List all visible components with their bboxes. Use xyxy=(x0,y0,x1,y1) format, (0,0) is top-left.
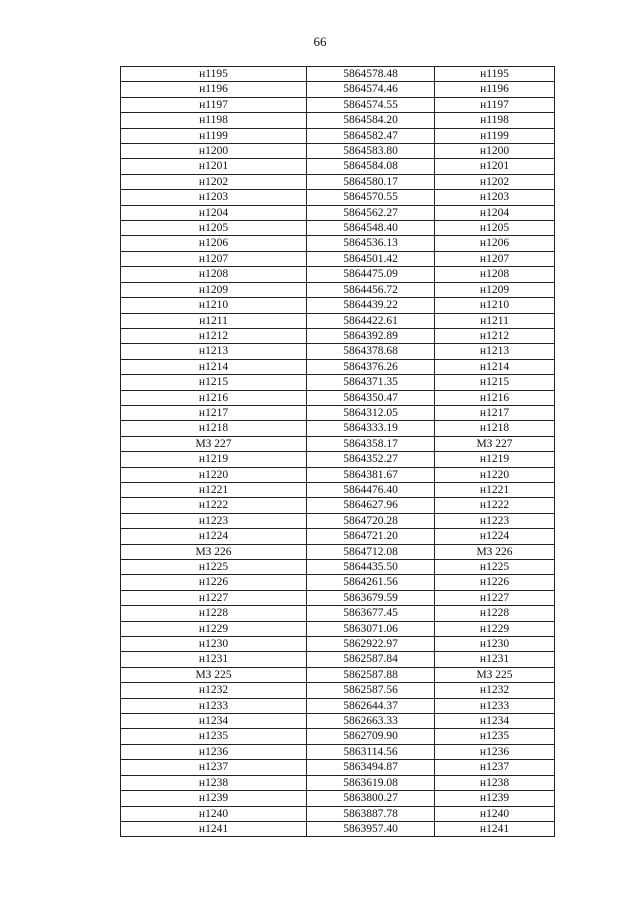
coordinate-cell: 5864439.22 xyxy=(307,298,435,313)
point-id-repeat-cell: н1214 xyxy=(435,359,555,374)
point-id-cell: н1215 xyxy=(121,375,307,390)
coordinates-table xyxy=(120,66,555,837)
point-id-repeat-cell: н1198 xyxy=(435,113,555,128)
point-id-cell: н1207 xyxy=(121,251,307,266)
coordinate-cell: 5864378.68 xyxy=(307,344,435,359)
point-id-cell: н1227 xyxy=(121,590,307,605)
point-id-repeat-cell: н1230 xyxy=(435,637,555,652)
coordinate-cell: 5864548.40 xyxy=(307,221,435,236)
point-id-repeat-cell: н1205 xyxy=(435,221,555,236)
coordinate-cell: 5864312.05 xyxy=(307,405,435,420)
table-row xyxy=(121,113,555,128)
point-id-cell: н1234 xyxy=(121,714,307,729)
coordinate-cell: 5863494.87 xyxy=(307,760,435,775)
point-id-cell: н1200 xyxy=(121,144,307,159)
coordinate-cell: 5864536.13 xyxy=(307,236,435,251)
table-row xyxy=(121,452,555,467)
point-id-cell: н1203 xyxy=(121,190,307,205)
coordinate-cell: 5863619.08 xyxy=(307,775,435,790)
coordinate-cell: 5863800.27 xyxy=(307,791,435,806)
table-row xyxy=(121,97,555,112)
table-row xyxy=(121,221,555,236)
point-id-cell: н1206 xyxy=(121,236,307,251)
table-row xyxy=(121,637,555,652)
point-id-cell: н1229 xyxy=(121,621,307,636)
point-id-repeat-cell: н1213 xyxy=(435,344,555,359)
point-id-repeat-cell: н1240 xyxy=(435,806,555,821)
point-id-repeat-cell: н1208 xyxy=(435,267,555,282)
coordinate-cell: 5864574.55 xyxy=(307,97,435,112)
point-id-repeat-cell: н1234 xyxy=(435,714,555,729)
point-id-repeat-cell: МЗ 226 xyxy=(435,544,555,559)
table-row xyxy=(121,190,555,205)
coordinate-cell: 5864584.20 xyxy=(307,113,435,128)
point-id-cell: н1195 xyxy=(121,67,307,82)
point-id-cell: н1216 xyxy=(121,390,307,405)
table-row xyxy=(121,821,555,836)
point-id-cell: н1220 xyxy=(121,467,307,482)
point-id-repeat-cell: н1241 xyxy=(435,821,555,836)
coordinate-cell: 5864720.28 xyxy=(307,513,435,528)
point-id-cell: н1218 xyxy=(121,421,307,436)
point-id-cell: н1223 xyxy=(121,513,307,528)
table-row xyxy=(121,405,555,420)
table-row xyxy=(121,436,555,451)
point-id-repeat-cell: н1223 xyxy=(435,513,555,528)
point-id-repeat-cell: н1222 xyxy=(435,498,555,513)
table-row xyxy=(121,174,555,189)
point-id-repeat-cell: н1203 xyxy=(435,190,555,205)
coordinate-cell: 5864562.27 xyxy=(307,205,435,220)
point-id-cell: н1224 xyxy=(121,529,307,544)
coordinate-cell: 5864712.08 xyxy=(307,544,435,559)
coordinate-cell: 5864376.26 xyxy=(307,359,435,374)
point-id-cell: н1240 xyxy=(121,806,307,821)
table-row xyxy=(121,714,555,729)
point-id-repeat-cell: н1210 xyxy=(435,298,555,313)
coordinate-cell: 5864333.19 xyxy=(307,421,435,436)
table-row xyxy=(121,513,555,528)
table-row xyxy=(121,251,555,266)
point-id-repeat-cell: н1236 xyxy=(435,744,555,759)
coordinate-cell: 5862644.37 xyxy=(307,698,435,713)
point-id-cell: н1197 xyxy=(121,97,307,112)
point-id-repeat-cell: н1212 xyxy=(435,328,555,343)
table-row xyxy=(121,159,555,174)
point-id-cell: н1241 xyxy=(121,821,307,836)
coordinate-cell: 5864350.47 xyxy=(307,390,435,405)
coordinate-cell: 5864476.40 xyxy=(307,482,435,497)
table-row xyxy=(121,421,555,436)
point-id-repeat-cell: н1201 xyxy=(435,159,555,174)
point-id-repeat-cell: н1235 xyxy=(435,729,555,744)
table-row xyxy=(121,282,555,297)
table-row xyxy=(121,128,555,143)
point-id-cell: н1228 xyxy=(121,606,307,621)
point-id-repeat-cell: н1229 xyxy=(435,621,555,636)
point-id-cell: МЗ 227 xyxy=(121,436,307,451)
coordinate-cell: 5863887.78 xyxy=(307,806,435,821)
point-id-repeat-cell: н1225 xyxy=(435,560,555,575)
table-row xyxy=(121,560,555,575)
table-row xyxy=(121,667,555,682)
point-id-repeat-cell: н1199 xyxy=(435,128,555,143)
table-row xyxy=(121,482,555,497)
point-id-repeat-cell: н1233 xyxy=(435,698,555,713)
table-row xyxy=(121,467,555,482)
point-id-cell: н1211 xyxy=(121,313,307,328)
table-row xyxy=(121,313,555,328)
coordinate-cell: 5863677.45 xyxy=(307,606,435,621)
point-id-cell: н1231 xyxy=(121,652,307,667)
table-row xyxy=(121,621,555,636)
point-id-cell: н1235 xyxy=(121,729,307,744)
coordinate-cell: 5863114.56 xyxy=(307,744,435,759)
point-id-repeat-cell: н1219 xyxy=(435,452,555,467)
coordinate-cell: 5864584.08 xyxy=(307,159,435,174)
point-id-repeat-cell: н1224 xyxy=(435,529,555,544)
point-id-cell: н1196 xyxy=(121,82,307,97)
point-id-cell: н1226 xyxy=(121,575,307,590)
point-id-repeat-cell: МЗ 225 xyxy=(435,667,555,682)
table-row xyxy=(121,529,555,544)
point-id-repeat-cell: н1238 xyxy=(435,775,555,790)
point-id-cell: н1222 xyxy=(121,498,307,513)
point-id-repeat-cell: н1209 xyxy=(435,282,555,297)
point-id-repeat-cell: н1196 xyxy=(435,82,555,97)
coordinate-cell: 5864261.56 xyxy=(307,575,435,590)
coordinate-cell: 5864435.50 xyxy=(307,560,435,575)
point-id-repeat-cell: н1200 xyxy=(435,144,555,159)
point-id-repeat-cell: н1195 xyxy=(435,67,555,82)
table-row xyxy=(121,544,555,559)
point-id-repeat-cell: н1218 xyxy=(435,421,555,436)
table-row xyxy=(121,575,555,590)
coordinate-cell: 5864574.46 xyxy=(307,82,435,97)
point-id-repeat-cell: н1216 xyxy=(435,390,555,405)
point-id-cell: н1204 xyxy=(121,205,307,220)
point-id-repeat-cell: н1197 xyxy=(435,97,555,112)
point-id-cell: н1213 xyxy=(121,344,307,359)
coordinate-cell: 5864392.89 xyxy=(307,328,435,343)
point-id-cell: н1236 xyxy=(121,744,307,759)
point-id-cell: н1199 xyxy=(121,128,307,143)
coordinate-cell: 5864570.55 xyxy=(307,190,435,205)
coordinate-cell: 5864358.17 xyxy=(307,436,435,451)
point-id-repeat-cell: н1226 xyxy=(435,575,555,590)
coordinates-table-body xyxy=(121,67,555,837)
point-id-cell: н1217 xyxy=(121,405,307,420)
table-row xyxy=(121,729,555,744)
table-row xyxy=(121,698,555,713)
point-id-repeat-cell: н1227 xyxy=(435,590,555,605)
point-id-cell: н1219 xyxy=(121,452,307,467)
coordinate-cell: 5864456.72 xyxy=(307,282,435,297)
coordinate-cell: 5862587.88 xyxy=(307,667,435,682)
table-row xyxy=(121,652,555,667)
point-id-repeat-cell: н1239 xyxy=(435,791,555,806)
point-id-repeat-cell: МЗ 227 xyxy=(435,436,555,451)
table-row xyxy=(121,359,555,374)
coordinate-cell: 5864501.42 xyxy=(307,251,435,266)
point-id-cell: н1209 xyxy=(121,282,307,297)
point-id-cell: н1221 xyxy=(121,482,307,497)
coordinate-cell: 5862709.90 xyxy=(307,729,435,744)
coordinate-cell: 5864422.61 xyxy=(307,313,435,328)
table-row xyxy=(121,375,555,390)
table-row xyxy=(121,205,555,220)
table-row xyxy=(121,344,555,359)
point-id-cell: н1205 xyxy=(121,221,307,236)
point-id-repeat-cell: н1217 xyxy=(435,405,555,420)
point-id-repeat-cell: н1207 xyxy=(435,251,555,266)
table-row xyxy=(121,498,555,513)
coordinate-cell: 5864582.47 xyxy=(307,128,435,143)
point-id-cell: н1239 xyxy=(121,791,307,806)
table-row xyxy=(121,606,555,621)
coordinate-cell: 5863071.06 xyxy=(307,621,435,636)
point-id-repeat-cell: н1232 xyxy=(435,683,555,698)
coordinate-cell: 5864583.80 xyxy=(307,144,435,159)
point-id-cell: н1238 xyxy=(121,775,307,790)
point-id-cell: н1214 xyxy=(121,359,307,374)
coordinate-cell: 5862922.97 xyxy=(307,637,435,652)
table-row xyxy=(121,67,555,82)
point-id-repeat-cell: н1221 xyxy=(435,482,555,497)
table-row xyxy=(121,744,555,759)
point-id-repeat-cell: н1204 xyxy=(435,205,555,220)
point-id-cell: н1233 xyxy=(121,698,307,713)
point-id-cell: н1198 xyxy=(121,113,307,128)
page-number: 66 xyxy=(313,34,327,49)
point-id-repeat-cell: н1215 xyxy=(435,375,555,390)
coordinate-cell: 5863679.59 xyxy=(307,590,435,605)
point-id-repeat-cell: н1202 xyxy=(435,174,555,189)
coordinate-cell: 5864578.48 xyxy=(307,67,435,82)
point-id-cell: н1210 xyxy=(121,298,307,313)
point-id-repeat-cell: н1237 xyxy=(435,760,555,775)
coordinate-cell: 5864475.09 xyxy=(307,267,435,282)
point-id-repeat-cell: н1228 xyxy=(435,606,555,621)
coordinate-cell: 5864352.27 xyxy=(307,452,435,467)
point-id-repeat-cell: н1231 xyxy=(435,652,555,667)
coordinate-cell: 5863957.40 xyxy=(307,821,435,836)
point-id-cell: н1212 xyxy=(121,328,307,343)
point-id-cell: МЗ 226 xyxy=(121,544,307,559)
point-id-repeat-cell: н1220 xyxy=(435,467,555,482)
coordinate-cell: 5864627.96 xyxy=(307,498,435,513)
coordinate-cell: 5864580.17 xyxy=(307,174,435,189)
coordinate-cell: 5862663.33 xyxy=(307,714,435,729)
table-row xyxy=(121,806,555,821)
table-row xyxy=(121,328,555,343)
table-row xyxy=(121,82,555,97)
point-id-cell: н1232 xyxy=(121,683,307,698)
coordinate-cell: 5864381.67 xyxy=(307,467,435,482)
point-id-repeat-cell: н1211 xyxy=(435,313,555,328)
table-row xyxy=(121,236,555,251)
table-row xyxy=(121,298,555,313)
point-id-cell: МЗ 225 xyxy=(121,667,307,682)
point-id-cell: н1208 xyxy=(121,267,307,282)
table-row xyxy=(121,683,555,698)
table-row xyxy=(121,775,555,790)
table-row xyxy=(121,144,555,159)
table-row xyxy=(121,791,555,806)
coordinate-cell: 5862587.56 xyxy=(307,683,435,698)
table-row xyxy=(121,267,555,282)
coordinate-cell: 5864371.35 xyxy=(307,375,435,390)
point-id-cell: н1201 xyxy=(121,159,307,174)
point-id-repeat-cell: н1206 xyxy=(435,236,555,251)
table-row xyxy=(121,590,555,605)
point-id-cell: н1202 xyxy=(121,174,307,189)
coordinate-cell: 5864721.20 xyxy=(307,529,435,544)
point-id-cell: н1225 xyxy=(121,560,307,575)
coordinate-cell: 5862587.84 xyxy=(307,652,435,667)
table-row xyxy=(121,760,555,775)
point-id-cell: н1237 xyxy=(121,760,307,775)
point-id-cell: н1230 xyxy=(121,637,307,652)
table-row xyxy=(121,390,555,405)
